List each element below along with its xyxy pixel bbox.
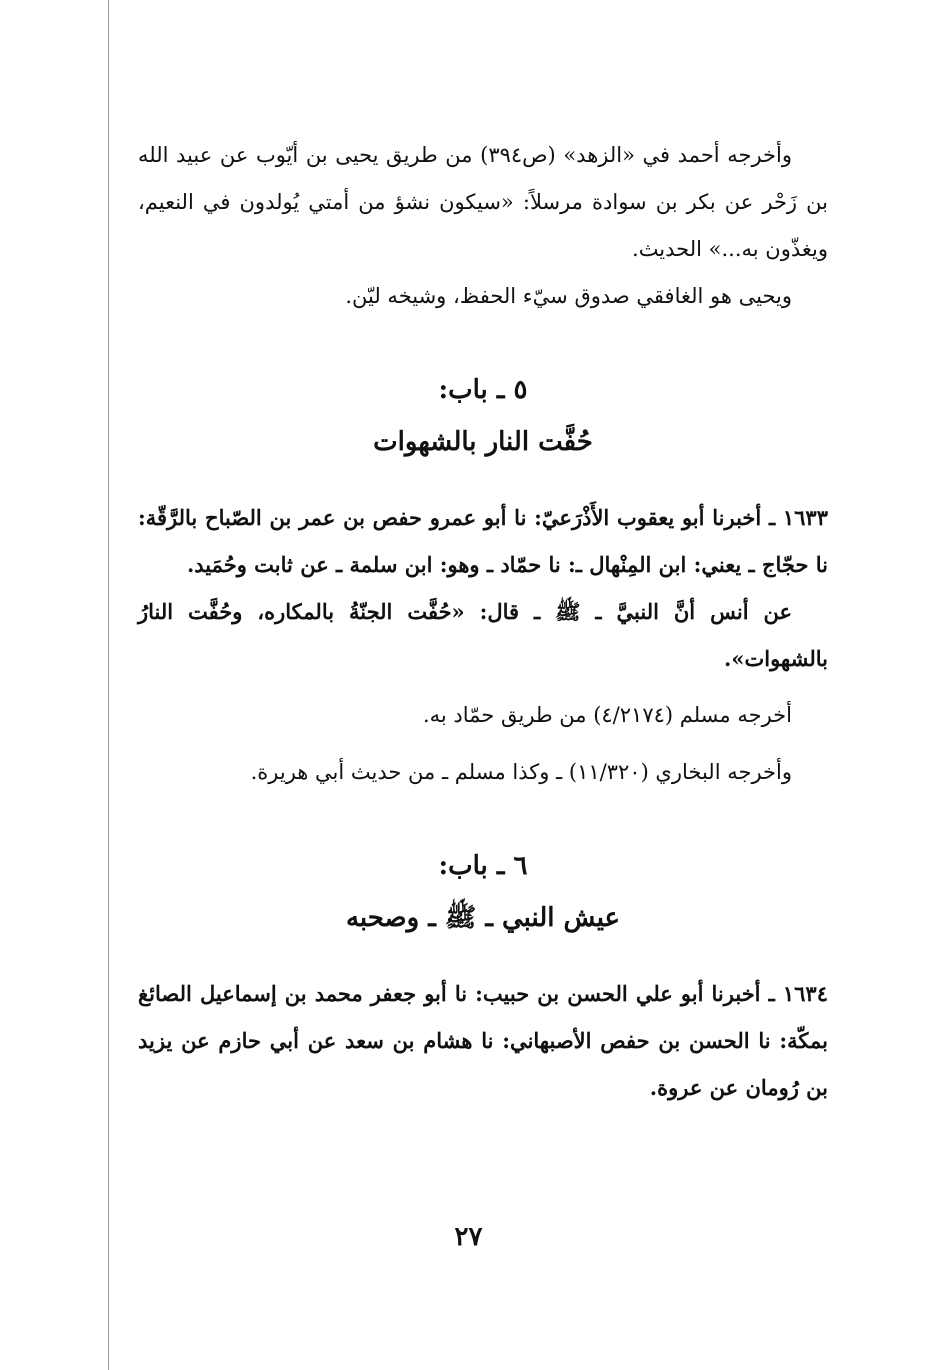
hadith-1633-takhrij-muslim: أخرجه مسلم (٤/٢١٧٤) من طريق حمّاد به.	[422, 703, 792, 727]
hadith-1634-isnad: ١٦٣٤ ـ أخبرنا أبو علي الحسن بن حبيب: نا أبو جعفر محمد بن إسماعيل الصائغ بمكّة: نا الحسن بن حفص الأصبهاني: نا هشام بن سعد عن أبي حازم عن يزيد بن رُومان عن عروة.	[138, 981, 828, 1100]
intro-paragraph: وأخرجه أحمد في «الزهد» (ص٣٩٤) من طريق يحيى بن أيّوب عن عبيد الله بن زَحْر عن بكر بن سوادة مرسلاً: «سيكون نشؤ من أمتي يُولدون في النعيم، ويغذّون به...» الحديث.	[138, 143, 828, 261]
hadith-1633-matn: عن أنس أنَّ النبيَّ ـ ﷺ ـ قال: «حُفَّت الجنّةُ بالمكاره، وحُفَّت النارُ بالشهوات».	[138, 599, 828, 671]
spacer	[138, 320, 828, 364]
chapter-6-number: ٦ ـ باب:	[438, 851, 528, 881]
spacer	[138, 468, 828, 494]
spacer	[138, 682, 828, 692]
hadith-1633-takhrij-bukhari: وأخرجه البخاري (١١/٣٢٠) ـ وكذا مسلم ـ من حديث أبي هريرة.	[250, 760, 792, 784]
spacer	[138, 944, 828, 970]
chapter-5-number: ٥ ـ باب:	[438, 375, 528, 405]
chapter-6-title: عيش النبي ـ ﷺ ـ وصحبه	[345, 903, 621, 933]
hadith-1633-isnad: ١٦٣٣ ـ أخبرنا أبو يعقوب الأَذْرَعيّ: نا أبو عمرو حفص بن عمر بن الصّباح بالرَّقّة: نا حجّاج ـ يعني: ابن المِنْهال ـ: نا حمّاد ـ وهو: ابن سلمة ـ عن ثابت وحُمَيد.	[138, 505, 828, 577]
spacer	[138, 739, 828, 749]
spacer	[138, 796, 828, 840]
narrator-note: ويحيى هو الغافقي صدوق سيّء الحفظ، وشيخه ليّن.	[345, 284, 792, 308]
chapter-5-title: حُفَّت النار بالشهوات	[373, 427, 593, 457]
page-gutter-line	[108, 0, 109, 1370]
page-number: ٢٧	[454, 1222, 483, 1252]
page-content	[138, 132, 828, 1262]
